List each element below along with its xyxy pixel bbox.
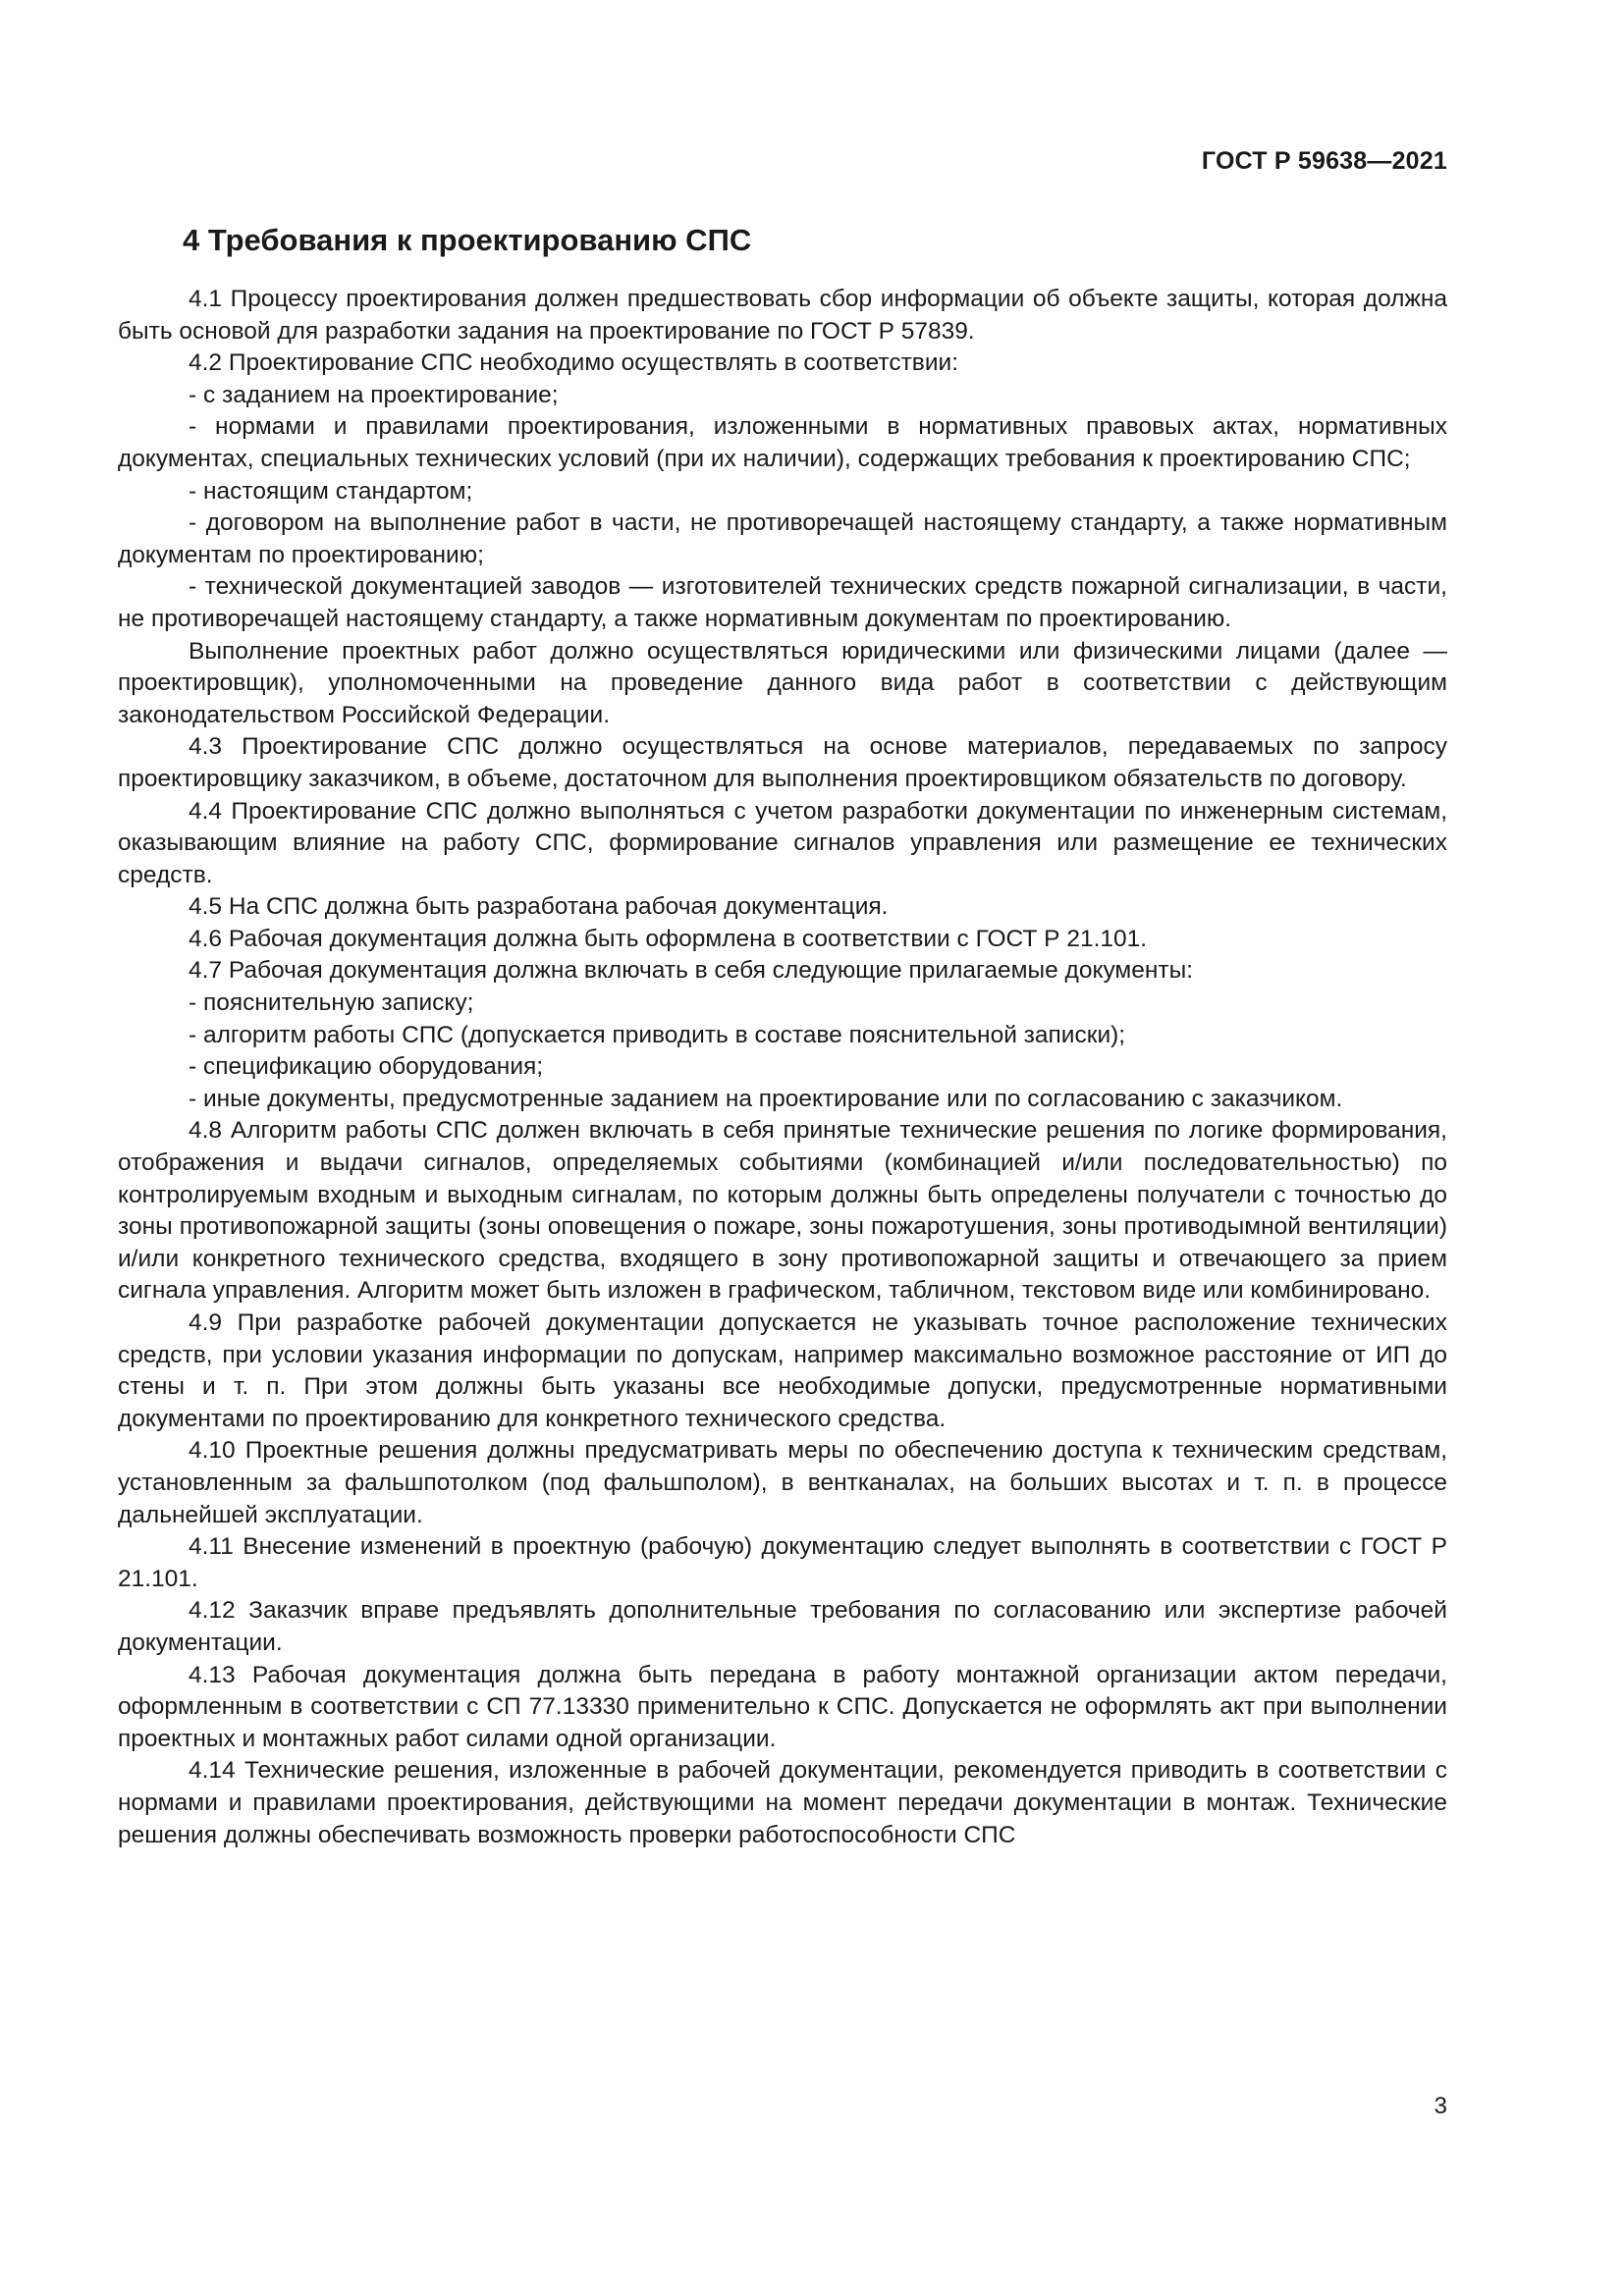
paragraph-4-3: 4.3 Проектирование СПС должно осуществляться на основе материалов, передаваемых по запросу проектировщику заказчиком, в объеме, достаточном для выполнения проектировщиком обязательств по договору. bbox=[118, 733, 1447, 792]
list-item: - нормами и правилами проектирования, изложенными в нормативных правовых актах, нормативных документах, специальных технических условий (при их наличии), содержащих требования к проектированию СПС; bbox=[118, 413, 1447, 472]
paragraph-4-2: 4.2 Проектирование СПС необходимо осуществлять в соответствии: bbox=[189, 349, 958, 377]
page-number: 3 bbox=[1434, 2093, 1447, 2119]
list-item: - договором на выполнение работ в части, не противоречащей настоящему стандарту, а также нормативным документам по проектированию; bbox=[118, 509, 1447, 568]
section-title: 4 Требования к проектированию СПС bbox=[183, 223, 752, 257]
paragraph-4-12: 4.12 Заказчик вправе предъявлять дополнительные требования по согласованию или экспертизе рабочей документации. bbox=[118, 1597, 1447, 1656]
paragraph-4-7: 4.7 Рабочая документация должна включать в себя следующие прилагаемые документы: bbox=[189, 957, 1194, 985]
paragraph-4-11: 4.11 Внесение изменений в проектную (рабочую) документацию следует выполнять в соответствии с ГОСТ Р 21.101. bbox=[118, 1533, 1447, 1592]
document-code-header: ГОСТ Р 59638—2021 bbox=[1201, 147, 1447, 175]
paragraph-4-4: 4.4 Проектирование СПС должно выполняться с учетом разработки документации по инженерным системам, оказывающим влияние на работу СПС, формирование сигналов управления или размещение ее технических средств. bbox=[118, 797, 1447, 888]
list-item: - настоящим стандартом; bbox=[189, 477, 473, 505]
paragraph-4-8: 4.8 Алгоритм работы СПС должен включать в себя принятые технические решения по логике формирования, отображения и выдачи сигналов, определяемых событиями (комбинацией и/или последовательностью) по контролируемым входным и выходным сигналам, по которым должны быть определены получатели с точностью до зоны противопожарной защиты (зоны оповещения о пожаре, зоны пожаротушения, зоны противодымной вентиляции) и/или конкретного технического средства, входящего в зону противопожарной защиты и отвечающего за прием сигнала управления. Алгоритм может быть изложен в графическом, табличном, текстовом виде или комбинировано. bbox=[118, 1117, 1447, 1305]
paragraph-4-14: 4.14 Технические решения, изложенные в рабочей документации, рекомендуется приводить в соответствии с нормами и правилами проектирования, действующими на момент передачи документации в монтаж. Технические решения должны обеспечивать возможность проверки работоспособности СПС bbox=[118, 1757, 1447, 1848]
document-body bbox=[118, 221, 1447, 1851]
list-item: - алгоритм работы СПС (допускается приводить в составе пояснительной записки); bbox=[189, 1021, 1126, 1048]
list-item: - с заданием на проектирование; bbox=[189, 381, 559, 408]
list-item: - технической документацией заводов — изготовителей технических средств пожарной сигнализации, в части, не противоречащей настоящему стандарту, а также нормативным документам по проектированию. bbox=[118, 573, 1447, 632]
paragraph-4-6: 4.6 Рабочая документация должна быть оформлена в соответствии с ГОСТ Р 21.101. bbox=[189, 925, 1148, 952]
paragraph-4-5: 4.5 На СПС должна быть разработана рабочая документация. bbox=[189, 893, 889, 921]
paragraph-4-9: 4.9 При разработке рабочей документации допускается не указывать точное расположение технических средств, при условии указания информации по допускам, например максимально возможное расстояние от ИП до стены и т. п. При этом должны быть указаны все необходимые допуски, предусмотренные нормативными документами по проектированию для конкретного технического средства. bbox=[118, 1309, 1447, 1432]
paragraph-4-10: 4.10 Проектные решения должны предусматривать меры по обеспечению доступа к техническим средствам, установленным за фальшпотолком (под фальшполом), в вентканалах, на больших высотах и т. п. в процессе дальнейшей эксплуатации. bbox=[118, 1437, 1447, 1528]
paragraph-4-13: 4.13 Рабочая документация должна быть передана в работу монтажной организации актом передачи, оформленным в соответствии с СП 77.13330 применительно к СПС. Допускается не оформлять акт при выполнении проектных и монтажных работ силами одной организации. bbox=[118, 1661, 1447, 1752]
list-item: - иные документы, предусмотренные заданием на проектирование или по согласованию с заказчиком. bbox=[189, 1085, 1343, 1112]
paragraph-4-1: 4.1 Процессу проектирования должен предшествовать сбор информации об объекте защиты, которая должна быть основой для разработки задания на проектирование по ГОСТ Р 57839. bbox=[118, 286, 1447, 345]
list-item: - спецификацию оборудования; bbox=[189, 1053, 544, 1081]
paragraph: Выполнение проектных работ должно осуществляться юридическими или физическими лицами (далее — проектировщик), уполномоченными на проведение данного вида работ в соответствии с действующим законодательством Российской Федерации. bbox=[118, 637, 1447, 728]
list-item: - пояснительную записку; bbox=[189, 989, 474, 1017]
